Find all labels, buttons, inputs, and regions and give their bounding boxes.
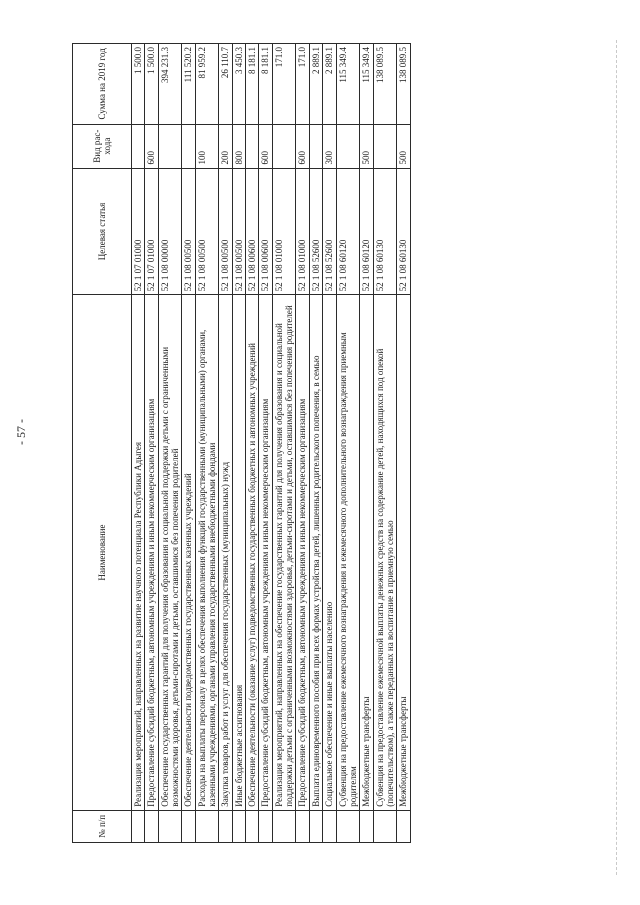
cell-num <box>336 810 360 842</box>
table-row <box>145 44 158 843</box>
cell-type <box>182 124 195 168</box>
cell-sum: 8 181.1 <box>246 44 259 125</box>
cell-num <box>232 810 245 842</box>
cell-num <box>259 810 272 842</box>
cell-code: 52 1 08 00500 <box>195 168 219 295</box>
table-row <box>397 44 410 843</box>
cell-type <box>158 124 182 168</box>
cell-sum: 1 500.0 <box>145 44 158 125</box>
cell-code: 52 1 08 00600 <box>246 168 259 295</box>
cell-code: 52 1 07 01000 <box>132 168 145 295</box>
table-row <box>158 44 182 843</box>
cell-sum: 138 089.5 <box>397 44 410 125</box>
cell-code: 52 1 08 00500 <box>219 168 232 295</box>
cell-name: Межбюджетные трансферты <box>397 295 410 810</box>
cell-name: Предоставление субсидий бюджетным, автономным учреждениям и иным некоммерческим организациям <box>259 295 272 810</box>
cell-code: 52 1 08 52600 <box>309 168 322 295</box>
cell-name: Закупка товаров, работ и услуг для обеспечения государственных (муниципальных) нужд <box>219 295 232 810</box>
table-body <box>132 44 411 843</box>
header-name: Наименование <box>73 295 132 810</box>
cell-type: 800 <box>232 124 245 168</box>
cell-type: 100 <box>195 124 219 168</box>
table-row <box>309 44 322 843</box>
cell-type <box>336 124 360 168</box>
cell-sum: 394 231.3 <box>158 44 182 125</box>
table-row <box>195 44 219 843</box>
cell-code: 52 1 08 00600 <box>259 168 272 295</box>
cell-name: Предоставление субсидий бюджетным, автономным учреждениям и иным некоммерческим организациям <box>145 295 158 810</box>
cell-code: 52 1 08 00500 <box>232 168 245 295</box>
cell-sum: 2 889.1 <box>309 44 322 125</box>
cell-code: 52 1 08 00000 <box>158 168 182 295</box>
cell-name: Выплата единовременного пособия при всех формах устройства детей, лишенных родительского попечения, в семью <box>309 295 322 810</box>
scan-margin-line <box>616 40 617 875</box>
table-row <box>360 44 373 843</box>
cell-sum: 8 181.1 <box>259 44 272 125</box>
table-header-row <box>73 44 132 843</box>
cell-name: Обеспечение деятельности (оказание услуг) подведомственных государственных бюджетных и автономных учреждений <box>246 295 259 810</box>
cell-type: 600 <box>296 124 309 168</box>
table-row <box>373 44 397 843</box>
cell-name: Реализация мероприятий, направленных на обеспечение государственных гарантий для получения образования и социальной поддержки детьми с ограниченными возможностями здоровья, детьми-сиротами и детьми, оставшимися без попечения родителей <box>272 295 296 810</box>
cell-name: Обеспечение государственных гарантий для получения образования и социальной поддержки детьми с ограниченными возможностями здоровья, детьми-сиротами и детьми, оставшимися без попечения родителей <box>158 295 182 810</box>
cell-type: 200 <box>219 124 232 168</box>
budget-table-sheet <box>72 43 411 843</box>
cell-type <box>272 124 296 168</box>
cell-num <box>182 810 195 842</box>
cell-code: 52 1 08 60130 <box>373 168 397 295</box>
cell-sum: 115 349.4 <box>336 44 360 125</box>
cell-type: 500 <box>360 124 373 168</box>
cell-sum: 2 889.1 <box>323 44 336 125</box>
cell-sum: 171.0 <box>296 44 309 125</box>
cell-num <box>195 810 219 842</box>
cell-type: 300 <box>323 124 336 168</box>
cell-num <box>296 810 309 842</box>
table-row <box>259 44 272 843</box>
cell-code: 52 1 08 60120 <box>360 168 373 295</box>
header-type: Вид рас-хода <box>73 124 132 168</box>
cell-type <box>309 124 322 168</box>
cell-num <box>397 810 410 842</box>
cell-sum: 115 349.4 <box>360 44 373 125</box>
cell-code: 52 1 08 01000 <box>296 168 309 295</box>
cell-name: Иные бюджетные ассигнования <box>232 295 245 810</box>
cell-sum: 171.0 <box>272 44 296 125</box>
cell-sum: 26 110.7 <box>219 44 232 125</box>
table-row <box>182 44 195 843</box>
cell-num <box>373 810 397 842</box>
cell-type <box>373 124 397 168</box>
header-num: № п/п <box>73 810 132 842</box>
cell-num <box>132 810 145 842</box>
table-row <box>219 44 232 843</box>
budget-table <box>72 43 411 843</box>
header-sum: Сумма на 2019 год <box>73 44 132 125</box>
cell-name: Предоставление субсидий бюджетным, автономным учреждениям и иным некоммерческим организациям <box>296 295 309 810</box>
cell-num <box>272 810 296 842</box>
cell-type: 600 <box>145 124 158 168</box>
table-row <box>132 44 145 843</box>
cell-sum: 1 500.0 <box>132 44 145 125</box>
table-row <box>246 44 259 843</box>
cell-type: 500 <box>397 124 410 168</box>
cell-type <box>132 124 145 168</box>
cell-num <box>158 810 182 842</box>
cell-num <box>246 810 259 842</box>
cell-sum: 81 959.2 <box>195 44 219 125</box>
cell-sum: 138 089.5 <box>373 44 397 125</box>
header-code: Целевая статья <box>73 168 132 295</box>
cell-name: Социальное обеспечение и иные выплаты населению <box>323 295 336 810</box>
cell-num <box>309 810 322 842</box>
cell-name: Обеспечение деятельности подведомственных государственных казенных учреждений <box>182 295 195 810</box>
cell-code: 52 1 08 00500 <box>182 168 195 295</box>
cell-num <box>360 810 373 842</box>
table-row <box>296 44 309 843</box>
cell-name: Расходы на выплаты персоналу в целях обеспечения выполнения функций государственными (муниципальными) органами, казенными учреждениями, органами управления государственными внебюджетными фондами <box>195 295 219 810</box>
cell-sum: 111 520.2 <box>182 44 195 125</box>
table-row <box>232 44 245 843</box>
cell-num <box>323 810 336 842</box>
cell-sum: 3 450.3 <box>232 44 245 125</box>
cell-code: 52 1 08 52600 <box>323 168 336 295</box>
cell-name: Субвенция на предоставление ежемесячной выплаты денежных средств на содержание детей, находящихся под опекой (попечительством), а также переданных на воспитание в приемную семью <box>373 295 397 810</box>
table-row <box>336 44 360 843</box>
cell-type <box>246 124 259 168</box>
cell-num <box>219 810 232 842</box>
cell-name: Реализация мероприятий, направленных на развитие научного потенциала Республики Адыгея <box>132 295 145 810</box>
cell-num <box>145 810 158 842</box>
cell-code: 52 1 07 01000 <box>145 168 158 295</box>
cell-name: Субвенция на предоставление ежемесячного вознаграждения и ежемесячного дополнительного вознаграждения приемным родителям <box>336 295 360 810</box>
cell-name: Межбюджетные трансферты <box>360 295 373 810</box>
table-row <box>272 44 296 843</box>
table-row <box>323 44 336 843</box>
cell-code: 52 1 08 60130 <box>397 168 410 295</box>
cell-code: 52 1 08 60120 <box>336 168 360 295</box>
cell-type: 600 <box>259 124 272 168</box>
page-number: - 57 - <box>14 419 28 445</box>
cell-code: 52 1 08 01000 <box>272 168 296 295</box>
